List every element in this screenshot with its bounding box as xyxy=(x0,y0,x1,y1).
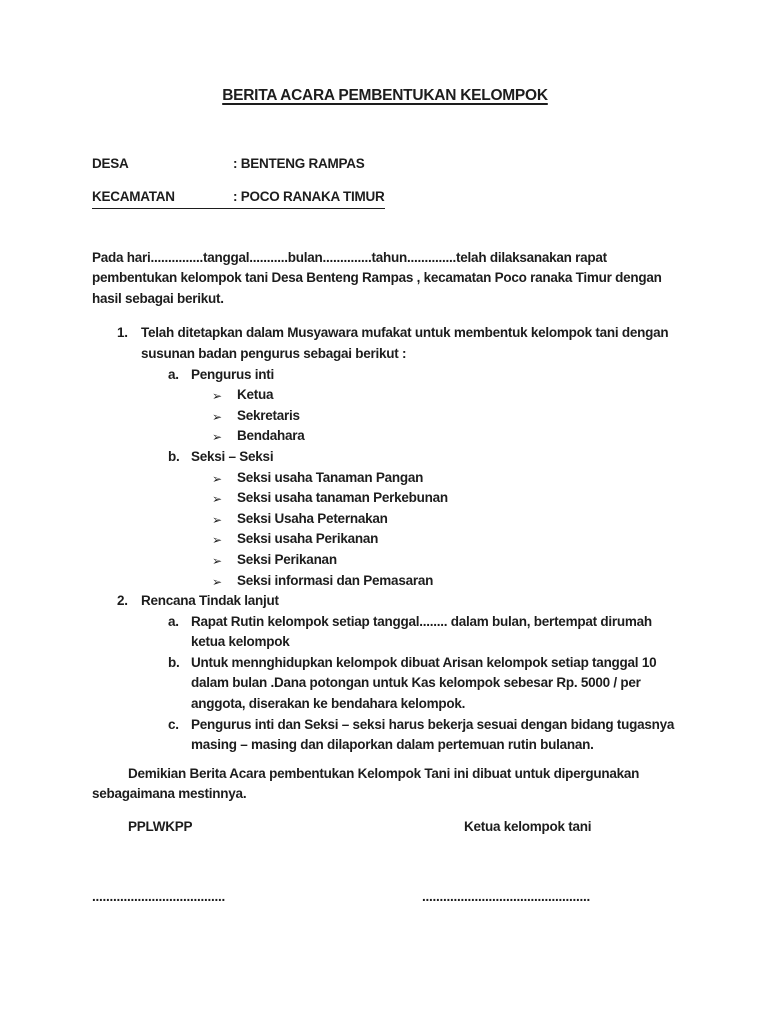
bullet-item xyxy=(92,550,678,571)
item-text: Untuk mennghidupkan kelompok dibuat Arisan kelompok setiap tanggal 10 dalam bulan .Dana potongan untuk Kas kelompok sebesar Rp. 5000 / per anggota, diserakan ke bendahara kelompok. xyxy=(191,654,657,712)
bullet-item xyxy=(92,488,678,509)
bullet-item xyxy=(92,529,678,550)
signature-left-title: PPLWKPP xyxy=(128,819,193,835)
field-value-kecamatan: : POCO RANAKA TIMUR xyxy=(233,188,385,204)
arrow-bullet-icon: ➢ xyxy=(212,389,222,404)
arrow-bullet-icon: ➢ xyxy=(212,512,222,527)
bullet-item-label: Sekretaris xyxy=(237,407,300,423)
item-text: Pengurus inti dan Seksi – seksi harus bekerja sesuai dengan bidang tugasnya masing – masing dan dilaporkan dalam pertemuan rutin bulanan. xyxy=(191,716,675,753)
sub-item-1b xyxy=(92,447,678,468)
bullet-item-label: Seksi Usaha Peternakan xyxy=(237,510,388,526)
item-text: Rencana Tindak lanjut xyxy=(141,593,279,609)
bullet-item-label: Seksi informasi dan Pemasaran xyxy=(237,572,434,588)
bullet-item xyxy=(92,571,678,592)
bullet-item-label: Seksi Perikanan xyxy=(237,551,337,567)
bullet-item xyxy=(92,426,678,447)
intro-paragraph: Pada hari...............tanggal...........bulan..............tahun..............telah dilaksanakan rapat pembentukan kelompok tani Desa Benteng Rampas , kecamatan Poco ranaka Timur dengan hasil sebagai berikut. xyxy=(92,249,662,306)
arrow-bullet-icon: ➢ xyxy=(212,430,222,445)
item-text: Pengurus inti xyxy=(191,366,275,382)
item-text: Seksi – Seksi xyxy=(191,448,274,464)
field-label-desa: DESA xyxy=(92,155,129,171)
item-text: Rapat Rutin kelompok setiap tanggal........ dalam bulan, bertempat dirumah ketua kelompok xyxy=(191,613,652,650)
item-marker: 2. xyxy=(117,593,128,609)
field-row-kecamatan xyxy=(92,187,678,208)
sub-item-2a xyxy=(92,612,678,653)
document-title: BERITA ACARA PEMBENTUKAN KELOMPOK xyxy=(222,87,548,104)
signature-titles xyxy=(92,817,678,838)
bullet-item-label: Seksi usaha Tanaman Pangan xyxy=(237,469,424,485)
item-marker: a. xyxy=(168,613,179,629)
numbered-list xyxy=(92,323,678,755)
bullet-item xyxy=(92,406,678,427)
item-marker: b. xyxy=(168,448,180,464)
item-marker: c. xyxy=(168,716,179,732)
arrow-bullet-icon: ➢ xyxy=(212,492,222,507)
arrow-bullet-icon: ➢ xyxy=(212,409,222,424)
bullet-item-label: Ketua xyxy=(237,387,274,403)
signature-lines xyxy=(92,887,678,908)
bullet-item xyxy=(92,385,678,406)
sub-item-2b xyxy=(92,653,678,715)
signature-line-right: ................................................ xyxy=(422,889,591,905)
arrow-bullet-icon: ➢ xyxy=(212,533,222,548)
numbered-item-2 xyxy=(92,591,678,612)
signature-line-left: ...................................... xyxy=(92,889,226,905)
item-text: Telah ditetapkan dalam Musyawara mufakat untuk membentuk kelompok tani dengan susunan badan pengurus sebagai berikut : xyxy=(141,325,669,361)
header-fields xyxy=(92,154,678,208)
bullet-item xyxy=(92,468,678,489)
arrow-bullet-icon: ➢ xyxy=(212,471,222,486)
field-row-desa xyxy=(92,154,678,175)
arrow-bullet-icon: ➢ xyxy=(212,553,222,568)
item-marker: b. xyxy=(168,654,180,670)
numbered-item-1 xyxy=(92,323,678,364)
bullet-item-label: Seksi usaha tanaman Perkebunan xyxy=(237,490,448,506)
item-marker: a. xyxy=(168,366,179,382)
signature-right-title: Ketua kelompok tani xyxy=(464,819,592,835)
item-marker: 1. xyxy=(117,325,128,341)
sub-item-2c xyxy=(92,715,678,756)
field-value-desa: : BENTENG RAMPAS xyxy=(233,155,365,171)
bullet-item-label: Bendahara xyxy=(237,428,305,444)
bullet-item xyxy=(92,509,678,530)
sub-item-1a xyxy=(92,365,678,386)
field-label-kecamatan: KECAMATAN xyxy=(92,188,175,204)
closing-paragraph: Demikian Berita Acara pembentukan Kelompok Tani ini dibuat untuk dipergunakan sebagaimana mestinnya. xyxy=(92,765,640,802)
bullet-item-label: Seksi usaha Perikanan xyxy=(237,531,379,547)
arrow-bullet-icon: ➢ xyxy=(212,574,222,589)
